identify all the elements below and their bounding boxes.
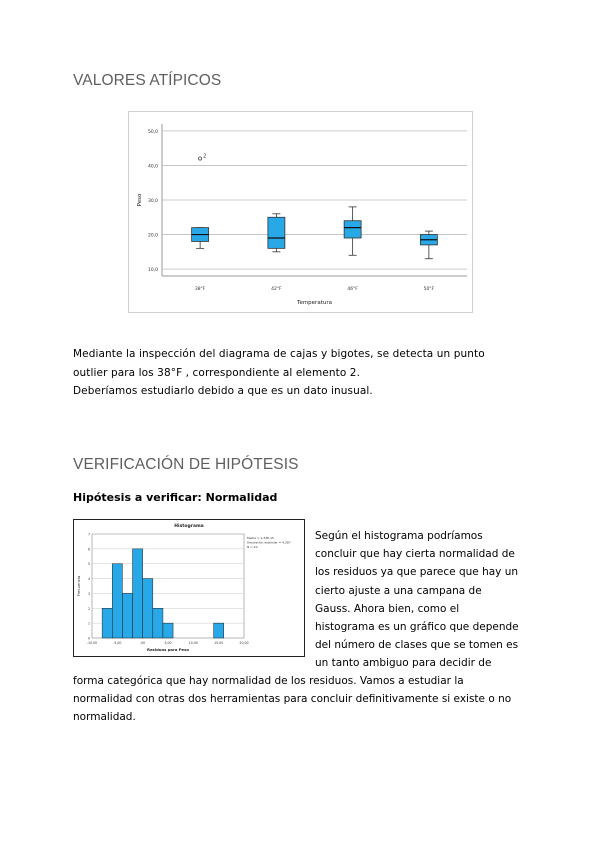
box: [268, 217, 285, 248]
stats-legend-line: Desviación estándar = 4,387: [247, 540, 291, 545]
bottom-line: forma categórica que hay normalidad de los residuos. Vamos a estudiar la: [73, 675, 464, 687]
histogram-figure: [73, 519, 305, 657]
y-tick-label: 0: [87, 636, 90, 641]
outlier-label: 2: [203, 153, 207, 160]
histogram-bar: [214, 623, 224, 638]
side-line: Gauss. Ahora bien, como el: [315, 602, 460, 615]
x-tick-label: 50°F: [423, 287, 435, 292]
histogram-bar: [112, 564, 122, 638]
x-tick-label: 5,00: [164, 641, 172, 645]
x-tick-label: -10,00: [86, 641, 98, 645]
subtitle-normalidad: Hipótesis a verificar: Normalidad: [73, 491, 278, 504]
boxplot-figure: [128, 111, 473, 313]
stats-legend-line: Media = 1,33E-15: [247, 536, 274, 540]
box: [344, 221, 361, 238]
histogram-title: Histograma: [174, 524, 204, 529]
paragraph-line: Deberíamos estudiarlo debido a que es un dato inusual.: [73, 385, 373, 397]
y-tick-label: 20,0: [147, 233, 158, 239]
histogram-bar: [122, 593, 132, 638]
section-title-verificacion: VERIFICACIÓN DE HIPÓTESIS: [73, 456, 299, 473]
side-line: Según el histograma podríamos: [315, 530, 483, 542]
stats-legend-line: N = 20: [247, 545, 258, 549]
x-axis-label: Residuos para Peso: [147, 647, 189, 652]
bottom-line: normalidad con otras dos herramientas para concluir definitivamente si existe o no: [73, 693, 512, 706]
y-tick-label: 50,0: [147, 129, 158, 135]
x-tick-label: ,00: [140, 641, 146, 645]
y-tick-label: 2: [87, 606, 90, 611]
histogram-bar: [143, 579, 153, 638]
x-tick-label: 38°F: [194, 287, 206, 292]
histogram-bar: [102, 608, 112, 638]
y-tick-label: 6: [87, 547, 90, 552]
x-tick-label: 15,00: [214, 641, 224, 645]
outlier-paragraph: [73, 345, 533, 401]
y-tick-label: 40,0: [147, 164, 158, 170]
paragraph-line: outlier para los 38°F , correspondiente al elemento 2.: [73, 366, 361, 379]
section-title-valores-atipicos: VALORES ATÍPICOS: [73, 72, 222, 89]
side-line: los residuos ya que parece que hay un: [315, 566, 519, 579]
side-line: concluir que hay cierta normalidad de: [315, 548, 515, 561]
paragraph-line: Mediante la inspección del diagrama de cajas y bigotes, se detecta un punto: [73, 348, 485, 360]
y-axis-label: Peso: [137, 193, 143, 207]
x-tick-label: 42°F: [271, 287, 282, 292]
x-tick-label: -5,00: [113, 641, 122, 645]
histogram-chart: [74, 520, 304, 656]
histogram-commentary: [315, 527, 545, 673]
conclusion-paragraph: [73, 672, 543, 727]
boxplot-chart: [129, 112, 472, 312]
y-tick-label: 30,0: [147, 199, 158, 204]
side-line: un tanto ambiguo para decidir de: [315, 657, 492, 670]
side-line: cierto ajuste a una campana de: [315, 584, 482, 597]
y-tick-label: 5: [87, 562, 90, 567]
side-line: del número de clases que se tomen es: [315, 639, 519, 652]
x-tick-label: 20,00: [239, 641, 249, 645]
x-tick-label: 46°F: [347, 287, 358, 292]
x-axis-label: Temperatura: [297, 300, 332, 306]
y-axis-label: Frecuencia: [76, 575, 81, 597]
y-tick-label: 4: [87, 577, 90, 582]
y-tick-label: 1: [87, 621, 90, 626]
histogram-bar: [153, 608, 163, 638]
bottom-line: normalidad.: [73, 711, 136, 724]
side-line: histograma es un gráfico que depende: [315, 621, 519, 634]
histogram-bar: [133, 549, 143, 638]
y-tick-label: 3: [87, 591, 90, 596]
histogram-bar: [163, 623, 173, 638]
outlier-point: [199, 157, 202, 160]
y-tick-label: 7: [87, 532, 90, 537]
x-tick-label: 10,00: [188, 641, 198, 645]
y-tick-label: 10,0: [147, 268, 158, 274]
